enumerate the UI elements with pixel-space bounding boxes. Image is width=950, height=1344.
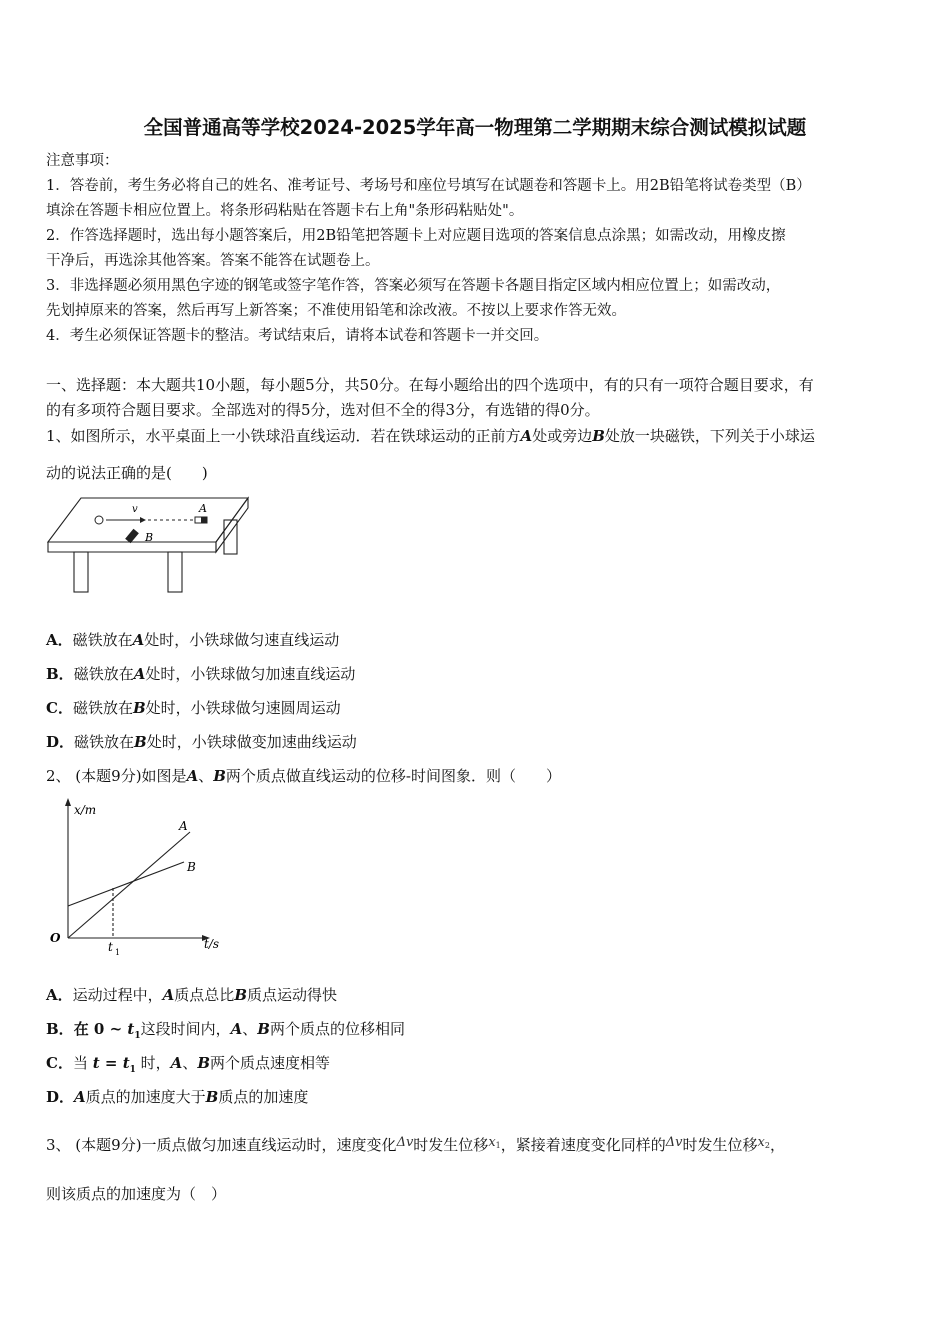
symbol-A: A xyxy=(520,427,533,445)
q3-stem-line-2: 则该质点的加速度为（ ） xyxy=(46,1185,227,1203)
symbol-B: B xyxy=(592,427,605,445)
table-leg-front-right xyxy=(168,552,182,592)
line-B xyxy=(68,862,184,906)
label-v: v xyxy=(132,504,138,515)
magnet-A-pole xyxy=(201,517,207,523)
x2-symbol: x xyxy=(757,1135,765,1150)
label-B: B xyxy=(145,531,154,544)
page-title: 全国普通高等学校2024-2025学年高一物理第二学期期末综合测试模拟试题 xyxy=(143,116,807,139)
q1-stem-line-1: 1、如图所示，水平桌面上一小铁球沿直线运动．若在铁球运动的正前方A处或旁边B处放一块磁铁，下列关于小球运 xyxy=(46,427,815,445)
tabletop-front-edge xyxy=(48,542,216,552)
velocity-arrowhead xyxy=(140,517,146,523)
line-A xyxy=(68,832,190,938)
label-A: A xyxy=(199,502,207,515)
iron-ball xyxy=(95,516,103,524)
magnet-B xyxy=(126,529,138,542)
section1-line-2: 的有多项符合题目要求。全部选对的得5分，选对但不全的得3分，有选错的得0分。 xyxy=(46,401,600,419)
q2-option-d[interactable]: D．A质点的加速度大于B质点的加速度 xyxy=(46,1088,309,1106)
q1-option-c[interactable]: C．磁铁放在B处时，小铁球做匀速圆周运动 xyxy=(46,699,341,717)
line-A-label: A xyxy=(179,819,188,833)
x1-symbol: x xyxy=(488,1135,496,1150)
y-axis-arrow xyxy=(65,798,71,806)
q1-option-d[interactable]: D．磁铁放在B处时，小铁球做变加速曲线运动 xyxy=(46,733,357,751)
q2-xt-graph xyxy=(44,798,234,958)
notice-line-5: 3．非选择题必须用黑色字迹的钢笔或签字笔作答，答案必须写在答题卡各题目指定区域内相应位置上；如需改动， xyxy=(46,278,781,294)
t1-label: t xyxy=(108,940,113,954)
notice-line-6: 先划掉原来的答案，然后再写上新答案；不准使用铅笔和涂改液。不按以上要求作答无效。 xyxy=(46,303,626,319)
notice-line-7: 4．考生必须保证答题卡的整洁。考试结束后，请将本试卷和答题卡一并交回。 xyxy=(46,328,549,344)
section1-line-1: 一、选择题：本大题共10小题，每小题5分，共50分。在每小题给出的四个选项中，有的只有一项符合题目要求，有 xyxy=(46,376,814,394)
q2-stem: 2、 (本题9分)如图是A、B两个质点做直线运动的位移-时间图象．则（ ） xyxy=(46,767,561,785)
q2-option-a[interactable]: A．运动过程中，A质点总比B质点运动得快 xyxy=(46,986,338,1004)
delta-v-2: Δv xyxy=(665,1135,683,1150)
table-leg-front-left xyxy=(74,552,88,592)
notice-heading: 注意事项： xyxy=(46,153,119,169)
delta-v-1: Δv xyxy=(396,1135,414,1150)
origin-label: O xyxy=(50,931,61,945)
notice-line-3: 2．作答选择题时，选出每小题答案后，用2B铅笔把答题卡上对应题目选项的答案信息点涂黑；如需改动，用橡皮擦 xyxy=(46,228,786,244)
tabletop-side-edge xyxy=(216,498,248,552)
x-axis-label: t/s xyxy=(204,937,220,951)
q3-stem-line-1: 3、 (本题9分)一质点做匀加速直线运动时，速度变化Δv时发生位移$x_1$，紧接着速度变化同样的Δv时发生位移$x_2$， xyxy=(46,1135,785,1154)
q2-option-b[interactable]: B．在 0 ~ $t_1$这段时间内，A、B两个质点的位移相同 xyxy=(46,1020,405,1041)
notice-line-2: 填涂在答题卡相应位置上。将条形码粘贴在答题卡右上角"条形码粘贴处"。 xyxy=(46,203,524,219)
q1-option-a[interactable]: A．磁铁放在A处时，小铁球做匀速直线运动 xyxy=(46,631,340,649)
line-B-label: B xyxy=(187,860,196,874)
t1-subscript: 1 xyxy=(115,948,121,957)
notice-line-4: 干净后，再选涂其他答案。答案不能答在试题卷上。 xyxy=(46,253,380,269)
notice-line-1: 1．答卷前，考生务必将自己的姓名、准考证号、考场号和座位号填写在试题卷和答题卡上。用2B铅笔将试卷类型（B） xyxy=(46,178,811,194)
q1-table-figure xyxy=(44,494,250,598)
q1-option-b[interactable]: B．磁铁放在A处时，小铁球做匀加速直线运动 xyxy=(46,665,356,683)
q2-option-c[interactable]: C．当 $t = t_1$ 时，A、B两个质点速度相等 xyxy=(46,1054,331,1075)
q1-stem-line-2: 动的说法正确的是( ) xyxy=(46,464,208,482)
y-axis-label: x/m xyxy=(74,803,97,817)
